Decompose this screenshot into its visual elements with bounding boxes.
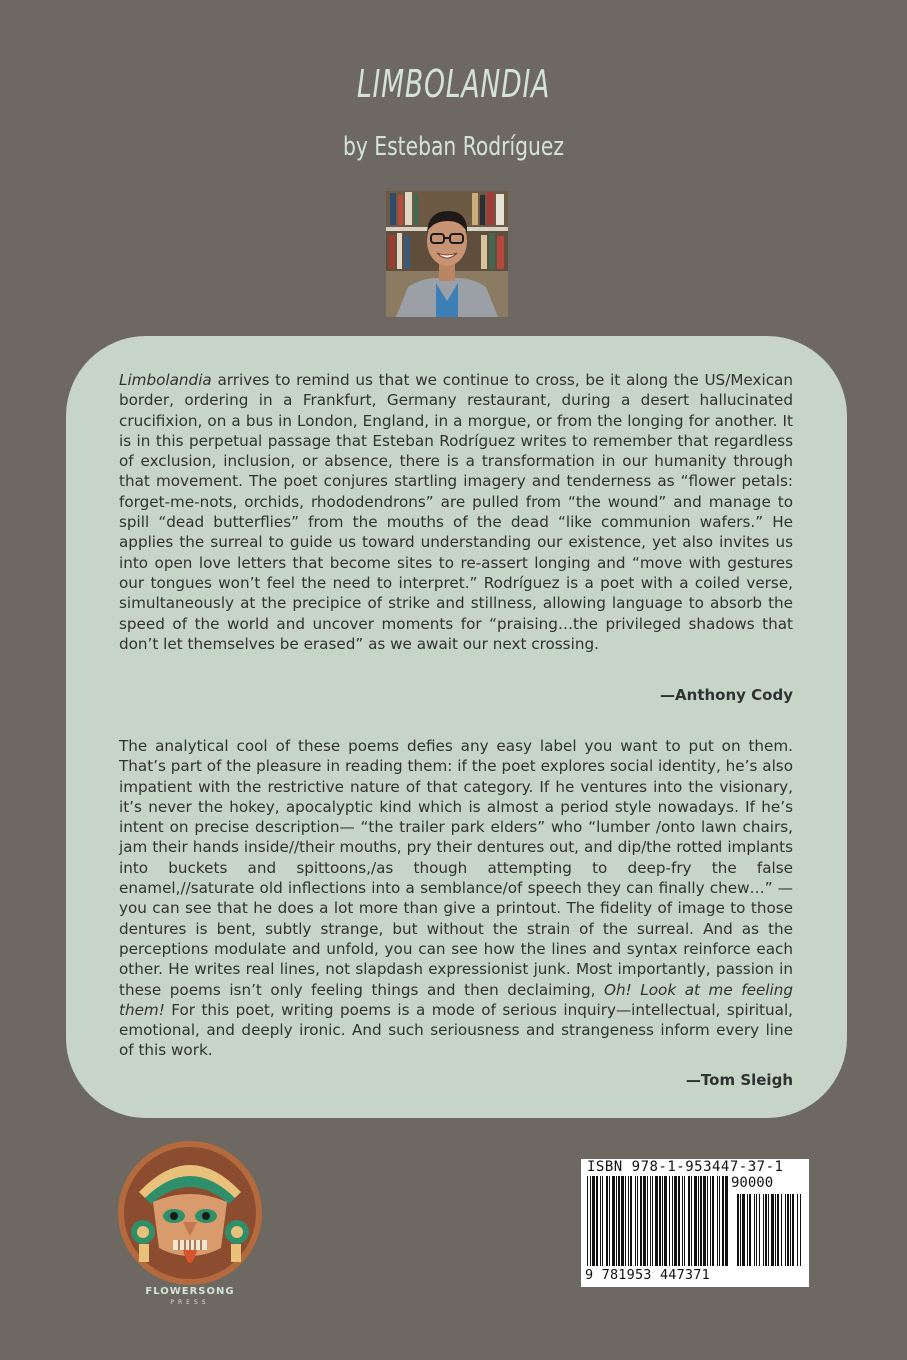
barcode-bar [647, 1176, 648, 1266]
barcode-bar [754, 1194, 755, 1266]
barcode-bar [694, 1176, 697, 1266]
barcode-bar [759, 1194, 760, 1266]
barcode-bar [785, 1194, 786, 1266]
barcode-bar [672, 1176, 673, 1266]
barcode-bar [698, 1176, 699, 1266]
barcode-bar [737, 1194, 739, 1266]
barcode-bar [722, 1176, 724, 1266]
barcode-bar [590, 1176, 591, 1266]
barcode-bar [800, 1194, 801, 1266]
barcode-bar [712, 1176, 714, 1266]
book-title: LIMBOLANDIA [356, 62, 551, 106]
barcode-bar [652, 1176, 653, 1266]
barcode-bars [587, 1176, 807, 1268]
isbn-label: ISBN 978-1-953447-37-1 [587, 1159, 784, 1175]
author-photo [386, 191, 508, 317]
barcode-bar [587, 1176, 588, 1266]
barcode-bar [602, 1176, 603, 1266]
barcode-bar [628, 1176, 629, 1266]
barcode-bar [775, 1194, 776, 1266]
blurb-text: The analytical cool of these poems defies any easy label you want to put on them. That’s part of the pleasure in reading them: if the poet explores social identity, he’s also impatient with the restrictive nature of that category. If he ventures into the visionary, it’s never the hokey, apocalyptic kind which is almost a period style nowadays. If he’s intent on precise description— “the trailer park elders” who “lumber /onto lawn chairs, jam their hands inside//their mouths, pry their dentures out, and dip/the rotted implants into buckets and spittoons,/as though attempting to deep-fry the false enamel,//saturate old inflections into a semblance/of speech they can finally chew…” —you can see that he does a lot more than give a printout. The fidelity of image to those dentures is bent, subtly strange, but without the strain of the surreal. And as the perceptions modulate and unfold, you can see how the lines and syntax reinforce each other. He writes real lines, not slapdash expressionist junk. Most importantly, passion in these poems isn’t only feeling things and then declaiming, [119, 737, 793, 999]
barcode-bar [650, 1176, 651, 1266]
barcode-bar [717, 1176, 718, 1266]
barcode-bar [635, 1176, 636, 1266]
barcode-bar [664, 1176, 667, 1266]
barcode-bar [700, 1176, 702, 1266]
barcode-bar [797, 1194, 798, 1266]
barcode-bar [749, 1194, 751, 1266]
barcode-digits: 9 781953 447371 [585, 1267, 710, 1283]
barcode-bar [592, 1176, 595, 1266]
barcode-bar [609, 1176, 610, 1266]
barcode-bar [655, 1176, 658, 1266]
barcode-bar [765, 1194, 767, 1266]
barcode-bar [618, 1176, 620, 1266]
barcode-bar [787, 1194, 789, 1266]
barcode-bar [688, 1176, 690, 1266]
barcode-bar [596, 1176, 598, 1266]
blurb-text-end: For this poet, writing poems is a mode of serious inquiry—intellectual, spiritual, emotional, and deeply ironic. And such seriousness and strangeness inform every line of this work. [119, 1000, 793, 1060]
barcode-bar [725, 1176, 728, 1266]
barcode-bar [703, 1176, 706, 1266]
barcode-bar [710, 1176, 711, 1266]
barcode-bar [625, 1176, 626, 1266]
publisher-sub: PRESS [170, 1299, 210, 1306]
barcode-bar [643, 1176, 646, 1266]
barcode-bar [691, 1176, 692, 1266]
barcode-bar [637, 1176, 638, 1266]
barcode-bar [781, 1194, 782, 1266]
attribution-tom-sleigh: —Tom Sleigh [685, 1071, 793, 1089]
barcode-bar [600, 1176, 601, 1266]
barcode-bar [659, 1176, 661, 1266]
barcode-bar [682, 1176, 683, 1266]
barcode-bar [792, 1194, 794, 1266]
barcode-bar [606, 1176, 608, 1266]
barcode-bar [707, 1176, 708, 1266]
isbn-barcode [581, 1159, 809, 1287]
barcode-bar [756, 1194, 757, 1266]
barcode-bar [616, 1176, 617, 1266]
publisher-name: FLOWERSONG [145, 1286, 235, 1297]
barcode-bar [630, 1176, 632, 1266]
barcode-bar [612, 1176, 615, 1266]
barcode-bar [740, 1194, 741, 1266]
blurb-tom-sleigh [119, 736, 793, 1061]
barcode-bar [674, 1176, 677, 1266]
author-line: by Esteban Rodríguez [342, 132, 565, 162]
barcode-bar [747, 1194, 748, 1266]
barcode-bar [669, 1176, 670, 1266]
barcode-bar [678, 1176, 680, 1266]
blurb-anthony-cody [119, 370, 793, 654]
barcode-bar [790, 1194, 791, 1266]
blurb-text: arrives to remind us that we continue to cross, be it along the US/Mexican border, ordering in a Frankfurt, Germany restaurant, during a desert hallucinated crucifixion, on a bus in London, England, in a morgue, or from the longing for another. It is in this perpetual passage that Esteban Rodríguez writes to remember that regardless of exclusion, inclusion, or absence, there is a transformation in our humanity through that movement. The poet conjures startling imagery and tenderness as “flower petals: forget-me-nots, orchids, rhododendrons” are pulled from “the wound” and manage to spill “dead butterflies” from the mouths of the dead “like communion wafers.” He applies the surreal to guide us toward understanding our existence, yet also invites us into open love letters that become sites to re-assert longing and “move with gestures our tongues won’t feel the need to interpret.” Rodríguez is a poet with a coiled verse, simultaneously at the precipice of strike and stillness, allowing language to absorb the speed of the world and uncover moments for “praising…the privileged shadows that don’t let themselves be erased” as we await our next crossing. [119, 371, 793, 653]
barcode-bar [662, 1176, 663, 1266]
attribution-anthony-cody: —Anthony Cody [660, 686, 793, 704]
barcode-bar [768, 1194, 769, 1266]
barcode-bar [742, 1194, 745, 1266]
barcode-bar [763, 1194, 764, 1266]
blurb-book-title: Limbolandia [119, 371, 212, 389]
barcode-bar [719, 1176, 720, 1266]
barcode-bar [777, 1194, 779, 1266]
barcode-bar [684, 1176, 685, 1266]
barcode-bar [771, 1194, 774, 1266]
barcode-bar [640, 1176, 642, 1266]
publisher-logo [117, 1140, 263, 1286]
price-code: 90000 [731, 1175, 774, 1191]
blurb-italic-quote: Oh! Look at me feeling them! [119, 980, 793, 1019]
barcode-bar [621, 1176, 624, 1266]
